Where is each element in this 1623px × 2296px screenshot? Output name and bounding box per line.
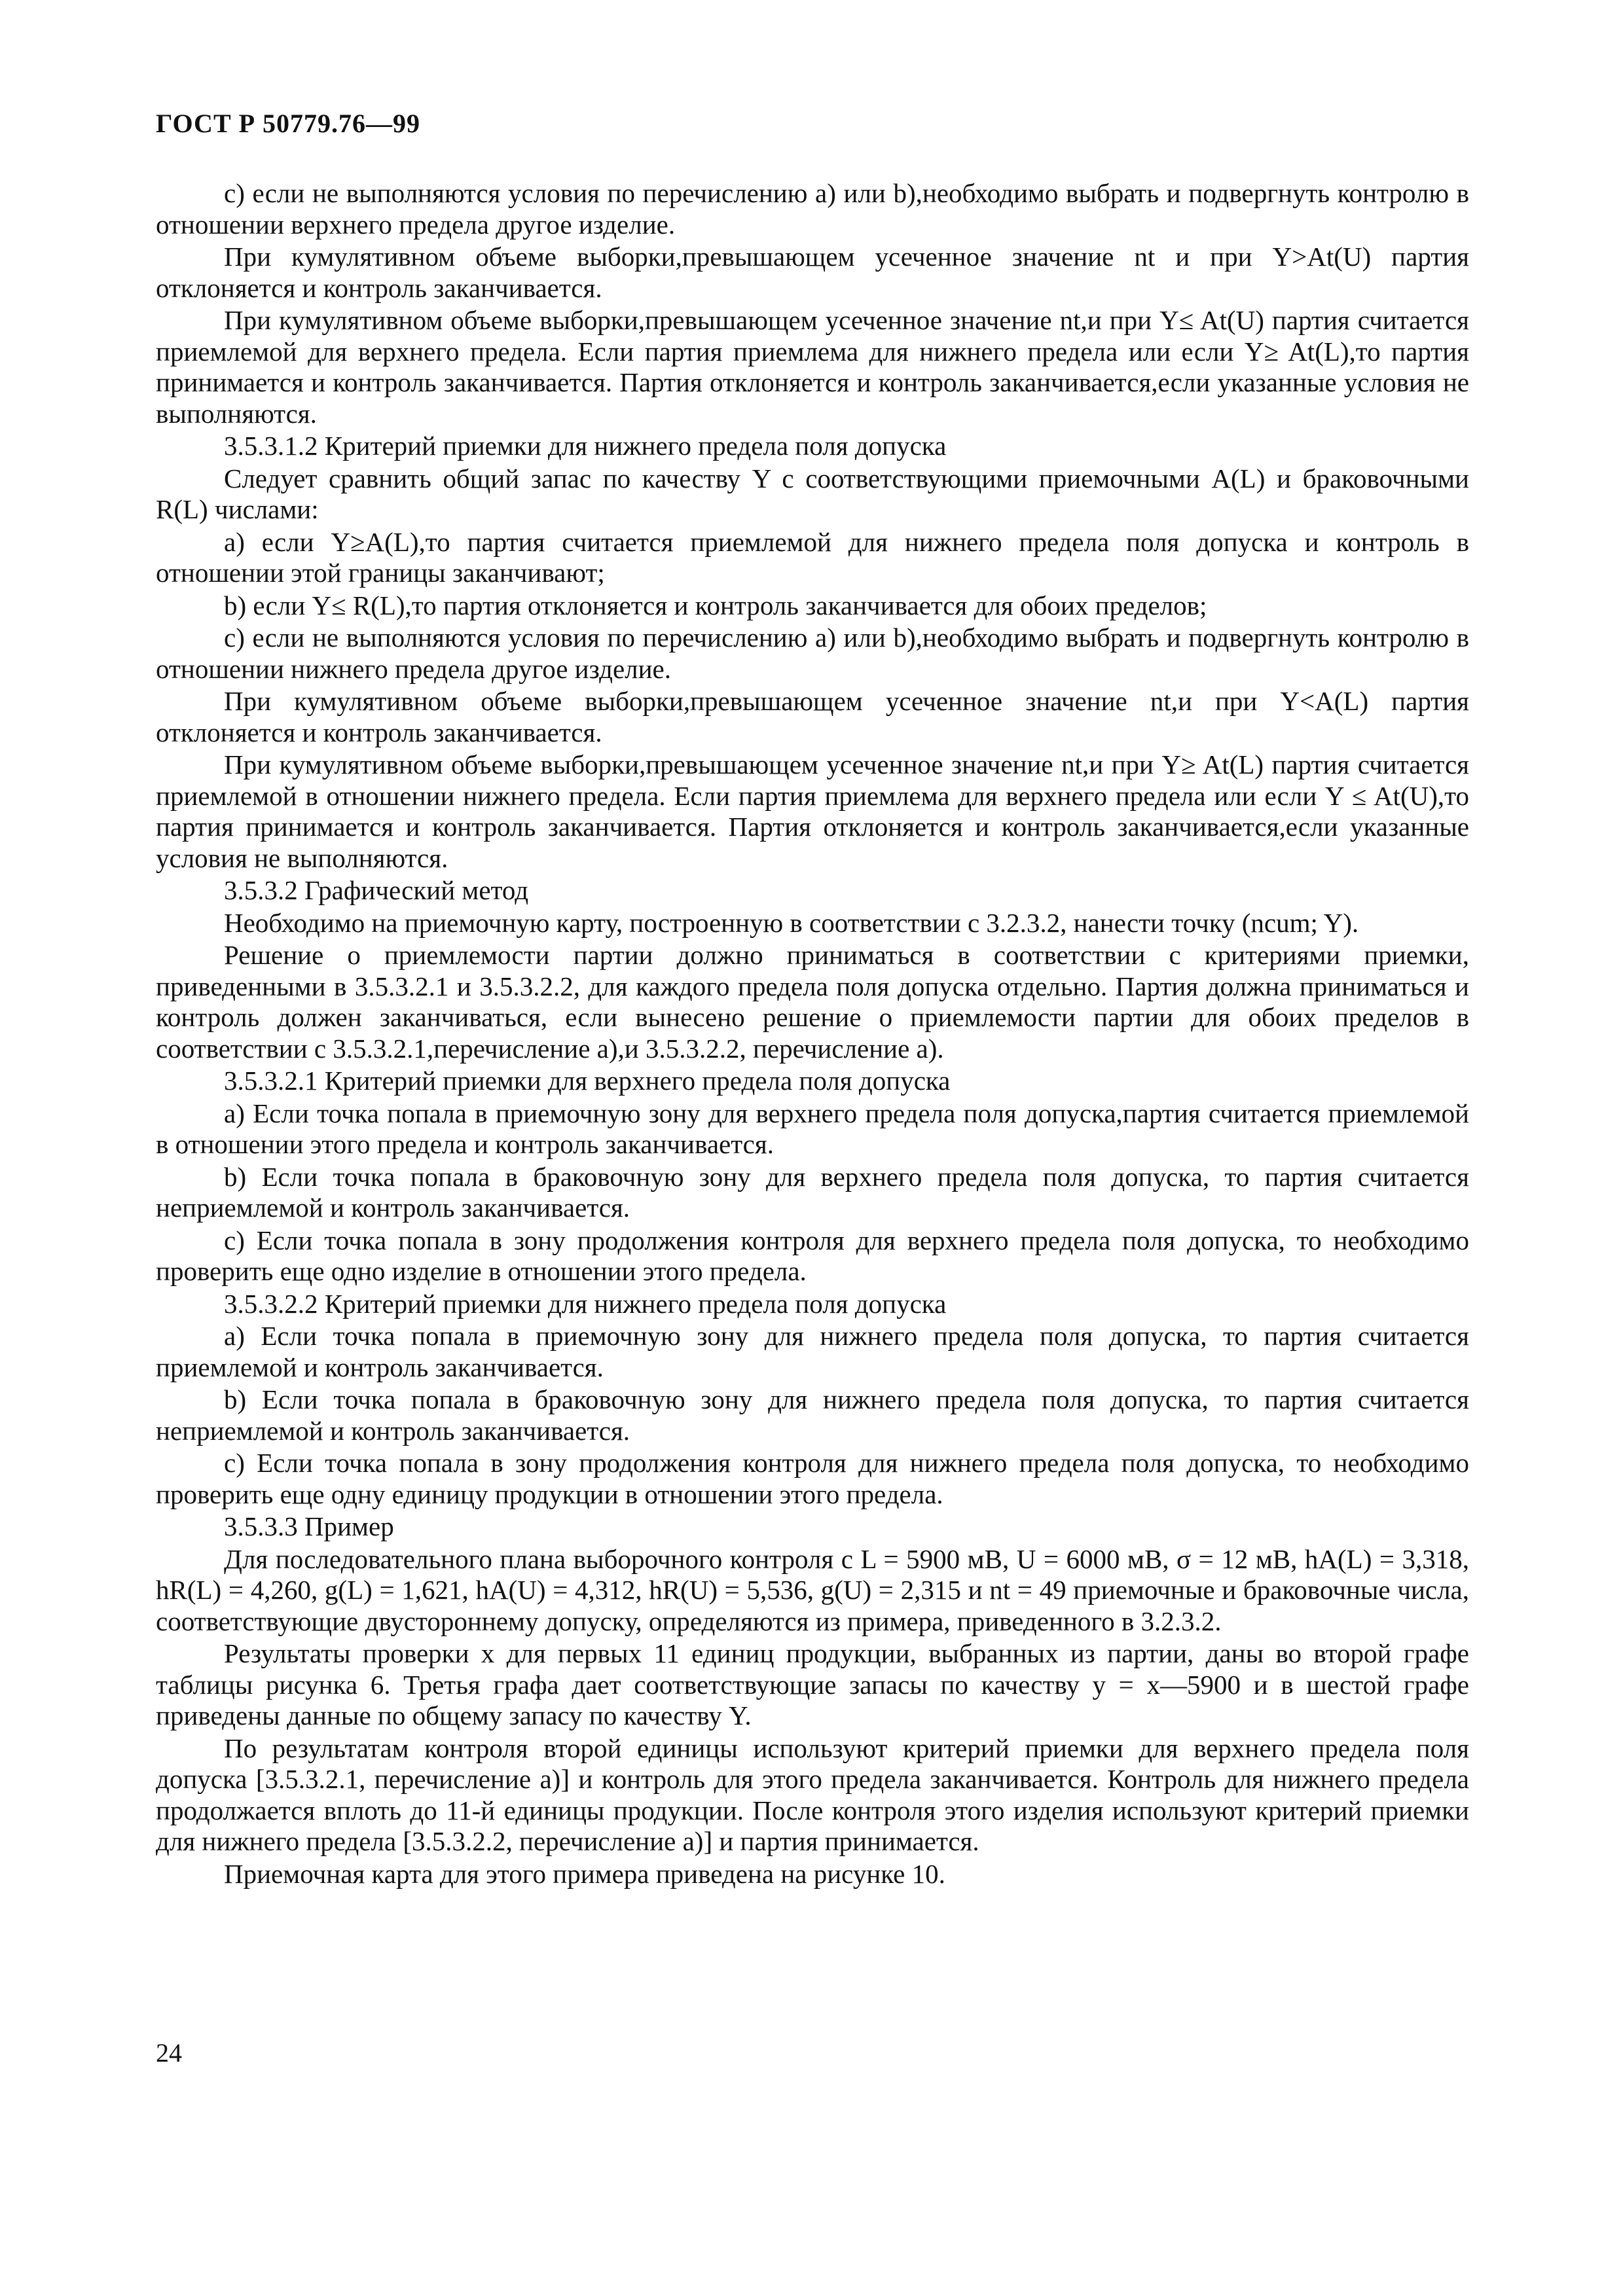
page-number: 24: [156, 2038, 182, 2068]
paragraph: c) Если точка попала в зону продолжения контроля для верхнего предела поля допуска, то необходимо проверить еще одно изделие в отношении этого предела.: [156, 1225, 1469, 1286]
paragraph: Решение о приемлемости партии должно приниматься в соответствии с критериями приемки, приведенными в 3.5.3.2.1 и 3.5.3.2.2, для каждого предела поля допуска отдельно. Партия должна приниматься и контроль должен заканчиваться, если вынесено решение о приемлемости партии для обоих пределов в соответствии с 3.5.3.2.1,перечисление a),и 3.5.3.2.2, перечисление a).: [156, 940, 1469, 1064]
paragraph: b) Если точка попала в браковочную зону для верхнего предела поля допуска, то партия считается неприемлемой и контроль заканчивается.: [156, 1161, 1469, 1223]
paragraph: Следует сравнить общий запас по качеству Y с соответствующими приемочными A(L) и браковочными R(L) числами:: [156, 463, 1469, 524]
document-header: ГОСТ Р 50779.76—99: [156, 109, 421, 138]
section-heading: 3.5.3.3 Пример: [224, 1511, 394, 1541]
paragraph: c) Если точка попала в зону продолжения контроля для нижнего предела поля допуска, то необходимо проверить еще одну единицу продукции в отношении этого предела.: [156, 1448, 1469, 1509]
paragraph: Необходимо на приемочную карту, построенную в соответствии с 3.2.3.2, нанести точку (ncum; Y).: [224, 907, 1359, 938]
section-heading: 3.5.3.2 Графический метод: [224, 875, 529, 905]
section-heading: 3.5.3.2.1 Критерий приемки для верхнего предела поля допуска: [224, 1066, 951, 1096]
paragraph: c) если не выполняются условия по перечислению a) или b),необходимо выбрать и подвергнуть контролю в отношении нижнего предела другое изделие.: [156, 622, 1469, 684]
paragraph: Для последовательного плана выборочного контроля с L = 5900 мВ, U = 6000 мВ, σ = 12 мВ, hA(L) = 3,318, hR(L) = 4,260, g(L) = 1,621, hA(U) = 4,312, hR(U) = 5,536, g(U) = 2,315 и nt = 49 приемочные и браковочные числа, соответствующие двустороннему допуску, определяются из примера, приведенного в 3.2.3.2.: [156, 1543, 1469, 1636]
paragraph: a) Если точка попала в приемочную зону для нижнего предела поля допуска, то партия считается приемлемой и контроль заканчивается.: [156, 1321, 1469, 1382]
paragraph: При кумулятивном объеме выборки,превышающем усеченное значение nt,и при Y≥ At(L) партия считается приемлемой в отношении нижнего предела. Если партия приемлема для верхнего предела или если Y ≤ At(U),то партия принимается и контроль заканчивается. Партия отклоняется и контроль заканчивается,если указанные условия не выполняются.: [156, 749, 1469, 873]
paragraph: a) Если точка попала в приемочную зону для верхнего предела поля допуска,партия считается приемлемой в отношении этого предела и контроль заканчивается.: [156, 1098, 1469, 1159]
paragraph: Приемочная карта для этого примера приведена на рисунке 10.: [224, 1858, 945, 1889]
paragraph: b) Если точка попала в браковочную зону для нижнего предела поля допуска, то партия считается неприемлемой и контроль заканчивается.: [156, 1384, 1469, 1446]
paragraph: b) если Y≤ R(L),то партия отклоняется и контроль заканчивается для обоих пределов;: [224, 590, 1207, 620]
paragraph: При кумулятивном объеме выборки,превышающем усеченное значение nt,и при Y<A(L) партия отклоняется и контроль заканчивается.: [156, 686, 1469, 747]
paragraph: c) если не выполняются условия по перечислению a) или b),необходимо выбрать и подвергнуть контролю в отношении верхнего предела другое изделие.: [156, 178, 1469, 240]
paragraph: При кумулятивном объеме выборки,превышающем усеченное значение nt и при Y>At(U) партия отклоняется и контроль заканчивается.: [156, 242, 1469, 303]
section-heading: 3.5.3.1.2 Критерий приемки для нижнего предела поля допуска: [224, 431, 947, 461]
paragraph: Результаты проверки x для первых 11 единиц продукции, выбранных из партии, даны во второй графе таблицы рисунка 6. Третья графа дает соответствующие запасы по качеству y = x—5900 и в шестой графе приведены данные по общему запасу по качеству Y.: [156, 1638, 1469, 1731]
section-heading: 3.5.3.2.2 Критерий приемки для нижнего предела поля допуска: [224, 1288, 947, 1319]
paragraph: a) если Y≥A(L),то партия считается приемлемой для нижнего предела поля допуска и контроль в отношении этой границы заканчивают;: [156, 526, 1469, 588]
paragraph: При кумулятивном объеме выборки,превышающем усеченное значение nt,и при Y≤ At(U) партия считается приемлемой для верхнего предела. Если партия приемлема для нижнего предела или если Y≥ At(L),то партия принимается и контроль заканчивается. Партия отклоняется и контроль заканчивается,если указанные условия не выполняются.: [156, 305, 1469, 429]
document-body: [156, 178, 1469, 1891]
paragraph: По результатам контроля второй единицы используют критерий приемки для верхнего предела поля допуска [3.5.3.2.1, перечисление a)] и контроль для этого предела заканчивается. Контроль для нижнего предела продолжается вплоть до 11-й единицы продукции. После контроля этого изделия используют критерий приемки для нижнего предела [3.5.3.2.2, перечисление a)] и партия принимается.: [156, 1732, 1469, 1856]
